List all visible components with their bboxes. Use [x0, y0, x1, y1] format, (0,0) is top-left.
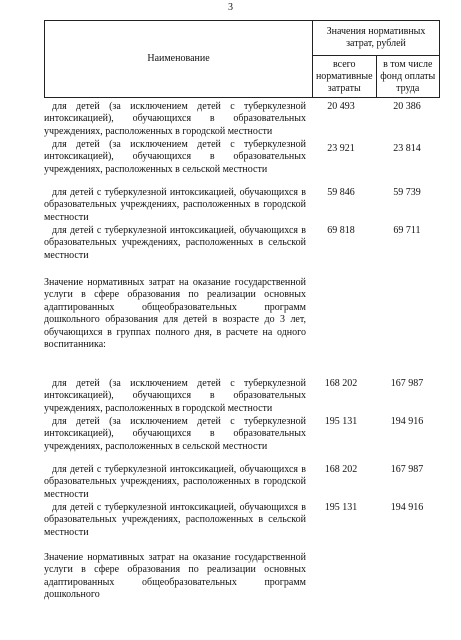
row-total: 195 131: [324, 416, 358, 427]
section-paragraph: Значение нормативных затрат на оказание государственной услуги в сфере образования по реализации основных адаптированных общеобразовательных программ дошкольного образования для детей в возрасте до 3 лет, обучающихся в группах полного дня, в расчете на одного воспитанника:: [44, 277, 306, 351]
row-wage: 69 711: [393, 225, 421, 236]
section-paragraph: Значение нормативных затрат на оказание государственной услуги в сфере образования по реализации основных адаптированных общеобразовательных программ дошкольного: [44, 552, 306, 601]
row-total: 195 131: [324, 502, 358, 513]
row-text: для детей (за исключением детей с туберкулезной интоксикацией), обучающихся в образовательных учреждениях, расположенных в сельской местности: [44, 416, 306, 452]
row-text: для детей (за исключением детей с туберкулезной интоксикацией), обучающихся в образовательных учреждениях, расположенных в сельской местности: [44, 139, 306, 175]
header-name-column: Наименование: [45, 21, 313, 98]
row-total: 20 493: [327, 101, 355, 112]
row-wage: 59 739: [393, 187, 421, 198]
row-total: 168 202: [324, 378, 358, 389]
header-total-column: всего нормативные затраты: [313, 56, 377, 98]
row-text: для детей с туберкулезной интоксикацией, обучающихся в образовательных учреждениях, расположенных в городской местности: [44, 464, 306, 500]
header-values-group: Значения нормативных затрат, рублей: [313, 21, 440, 56]
row-wage: 194 916: [390, 502, 424, 513]
row-wage: 20 386: [393, 101, 421, 112]
row-total: 59 846: [327, 187, 355, 198]
cost-table-header: [44, 20, 440, 98]
row-wage: 23 814: [393, 143, 421, 154]
row-wage: 167 987: [390, 378, 424, 389]
row-wage: 194 916: [390, 416, 424, 427]
row-total: 69 818: [327, 225, 355, 236]
row-text: для детей с туберкулезной интоксикацией, обучающихся в образовательных учреждениях, расположенных в городской местности: [44, 187, 306, 223]
row-total: 168 202: [324, 464, 358, 475]
header-wage-column: в том числе фонд оплаты труда: [376, 56, 440, 98]
row-total: 23 921: [327, 143, 355, 154]
row-text: для детей (за исключением детей с туберкулезной интоксикацией), обучающихся в образовательных учреждениях, расположенных в городской местности: [44, 378, 306, 414]
page-number: 3: [228, 2, 233, 13]
row-text: для детей с туберкулезной интоксикацией, обучающихся в образовательных учреждениях, расположенных в сельской местности: [44, 225, 306, 261]
row-text: для детей с туберкулезной интоксикацией, обучающихся в образовательных учреждениях, расположенных в сельской местности: [44, 502, 306, 538]
row-text: для детей (за исключением детей с туберкулезной интоксикацией), обучающихся в образовательных учреждениях, расположенных в городской местности: [44, 101, 306, 137]
row-wage: 167 987: [390, 464, 424, 475]
